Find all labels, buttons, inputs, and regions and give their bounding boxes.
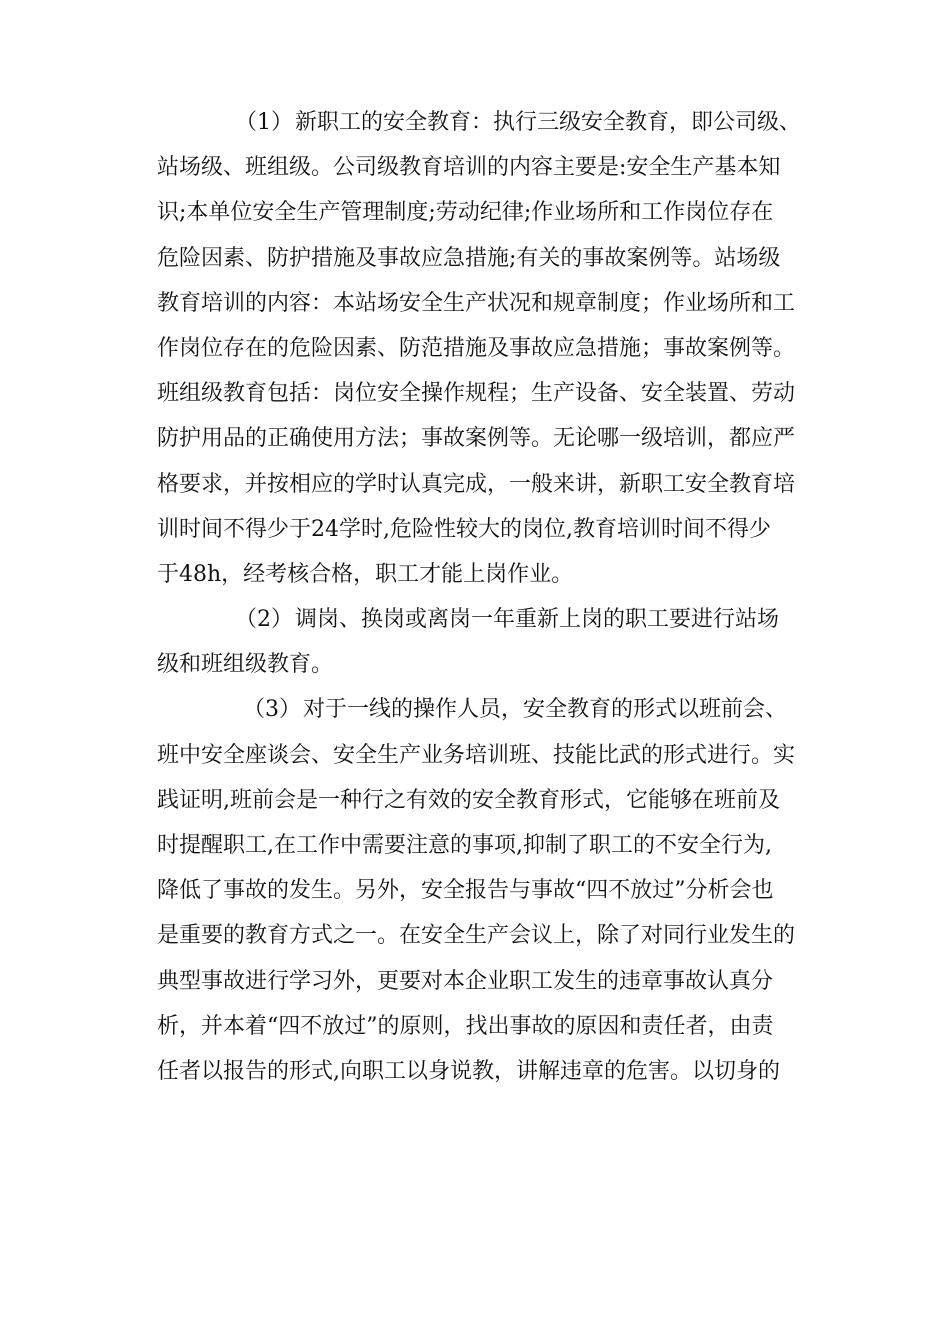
paragraph-line: 识;本单位安全生产管理制度;劳动纪律;作业场所和工作岗位存在 bbox=[157, 200, 774, 226]
paragraph-line: 于48h，经考核合格，职工才能上岗作业。 bbox=[157, 561, 574, 587]
paragraph-line: 防护用品的正确使用方法；事故案例等。无论哪一级培训，都应严 bbox=[157, 426, 796, 452]
paragraph-line: 级和班组级教育。 bbox=[157, 652, 334, 678]
paragraph-number: （3） bbox=[243, 697, 301, 723]
paragraph-line: 站场级、班组级。公司级教育培训的内容主要是:安全生产基本知 bbox=[157, 155, 781, 181]
paragraph-line: 教育培训的内容：本站场安全生产状况和规章制度；作业场所和工 bbox=[157, 290, 796, 316]
paragraph-line: 析，并本着“四不放过”的原则，找出事故的原因和责任者，由责 bbox=[157, 1013, 774, 1039]
paragraph-2 bbox=[157, 597, 817, 687]
paragraph-3 bbox=[157, 687, 817, 1094]
paragraph-line: 班组级教育包括：岗位安全操作规程；生产设备、安全装置、劳动 bbox=[157, 381, 796, 407]
paragraph-line: 任者以报告的形式,向职工以身说教，讲解违章的危害。以切身的 bbox=[157, 1058, 780, 1084]
paragraph-line: 践证明,班前会是一种行之有效的安全教育形式，它能够在班前及 bbox=[157, 787, 780, 813]
paragraph-number: （1） bbox=[235, 110, 293, 135]
paragraph-line: 降低了事故的发生。另外，安全报告与事故“四不放过”分析会也 bbox=[157, 878, 774, 904]
paragraph-line: （3）对于一线的操作人员，安全教育的形式以班前会、 bbox=[157, 687, 817, 732]
paragraph-1 bbox=[157, 100, 817, 597]
paragraph-line: 班中安全座谈会、安全生产业务培训班、技能比武的形式进行。实 bbox=[157, 742, 796, 768]
paragraph-line: 危险因素、防护措施及事故应急措施;有关的事故案例等。站场级 bbox=[157, 245, 781, 271]
paragraph-line: （1）新职工的安全教育：执行三级安全教育，即公司级、 bbox=[157, 100, 817, 145]
paragraph-line: 时提醒职工,在工作中需要注意的事项,抑制了职工的不安全行为, bbox=[157, 833, 772, 858]
paragraph-number: （2） bbox=[235, 607, 293, 633]
paragraph-line: 作岗位存在的危险因素、防范措施及事故应急措施；事故案例等。 bbox=[157, 335, 796, 361]
paragraph-line: 训时间不得少于24学时,危险性较大的岗位,教育培训时间不得少 bbox=[157, 516, 771, 542]
paragraph-line: 是重要的教育方式之一。在安全生产会议上，除了对同行业发生的 bbox=[157, 923, 796, 949]
paragraph-line: 典型事故进行学习外，更要对本企业职工发生的违章事故认真分 bbox=[157, 968, 774, 994]
paragraph-line: （2）调岗、换岗或离岗一年重新上岗的职工要进行站场 bbox=[157, 597, 817, 642]
paragraph-line: 格要求，并按相应的学时认真完成，一般来讲，新职工安全教育培 bbox=[157, 471, 796, 497]
document-body bbox=[157, 100, 817, 1094]
